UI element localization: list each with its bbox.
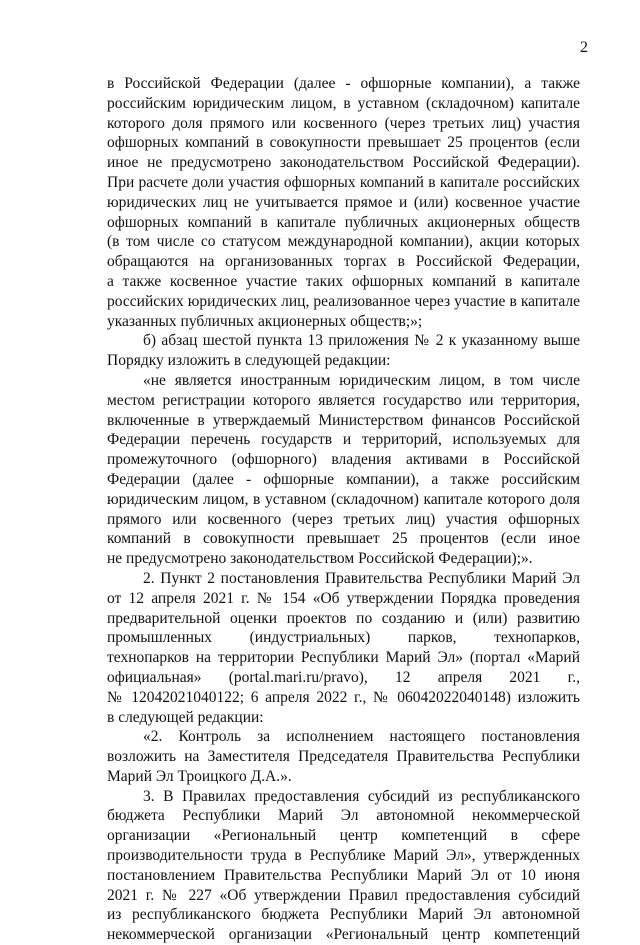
text-line: в Российской Федерации (далее - офшорные компании), а также (107, 75, 580, 92)
text-line: Марий Эл Троицкого Д.А.». (107, 767, 292, 785)
text-line: которого доля прямого или косвенного (через третьих лиц) участия (107, 114, 580, 132)
text-line: в следующей редакции: (107, 708, 264, 726)
text-line: 2. Пункт 2 постановления Правительства Республики Марий Эл (143, 569, 580, 587)
text-line: промышленных (индустриальных) парков, технопарков, (107, 629, 580, 647)
text-line: 2021 г. № 227 «Об утверждении Правил предоставления субсидий (107, 886, 580, 904)
text-line: от 12 апреля 2021 г. № 154 «Об утверждении Порядка проведения (107, 589, 580, 607)
page-number: 2 (580, 39, 588, 56)
text-line: промежуточного (офшорного) владения активами в Российской (107, 451, 580, 469)
text-line: некоммерческой организации «Региональный центр компетенций (107, 926, 580, 944)
text-line: юридическим лицом, в уставном (складочном) капитале которого доля (107, 490, 580, 508)
text-line: компаний в совокупности превышает 25 процентов (если иное (107, 530, 580, 548)
text-line: 3. В Правилах предоставления субсидий из республиканского (143, 787, 580, 805)
text-line: иное не предусмотрено законодательством Российской Федерации). (107, 154, 580, 172)
text-line: «не является иностранным юридическим лицом, в том числе (143, 371, 580, 389)
text-line: постановлением Правительства Республики Марий Эл от 10 июня (107, 866, 580, 884)
text-line: производительности труда в Республике Марий Эл», утвержденных (107, 847, 580, 865)
text-line: российских юридических лиц, реализованное через участие в капитале (107, 292, 580, 310)
text-line: При расчете доли участия офшорных компаний в капитале российских (107, 173, 580, 191)
text-line: предварительной оценки проектов по созданию и (или) развитию (107, 609, 580, 627)
text-line: (в том числе со статусом международной компании), акции которых (107, 233, 580, 251)
text-line: российским юридическим лицом, в уставном (складочном) капитале (107, 94, 580, 112)
text-line: не предусмотрено законодательством Российской Федерации);». (107, 550, 533, 568)
text-line: технопарков на территории Республики Марий Эл» (портал «Марий (107, 649, 580, 667)
text-line: юридических лиц не учитывается прямое и (или) косвенное участие (107, 193, 580, 211)
text-line: организации «Региональный центр компетенций в сфере (107, 827, 580, 845)
text-line: обращаются на организованных торгах в Российской Федерации, (107, 253, 580, 271)
text-line: б) абзац шестой пункта 13 приложения № 2 к указанному выше (143, 332, 580, 350)
text-line: бюджета Республики Марий Эл автономной некоммерческой (107, 807, 580, 825)
text-line: Федерации (далее - офшорные компании), а также российским (107, 470, 580, 488)
text-line: местом регистрации которого является государство или территория, (107, 391, 580, 409)
text-line: офшорных компаний в совокупности превышает 25 процентов (если (107, 134, 580, 152)
text-line: «2. Контроль за исполнением настоящего постановления (143, 728, 580, 746)
text-line: указанных публичных акционерных обществ;»; (107, 312, 423, 330)
text-line: Федерации перечень государств и территорий, используемых для (107, 431, 580, 449)
text-line: включенные в утверждаемый Министерством финансов Российской (107, 411, 580, 429)
text-line: прямого или косвенного (через третьих лиц) участия офшорных (107, 510, 580, 528)
text-line: № 12042021040122; 6 апреля 2022 г., № 06042022040148) изложить (107, 688, 580, 706)
document-body (107, 74, 580, 945)
text-line: официальная» (portal.mari.ru/pravo), 12 апреля 2021 г., (107, 668, 580, 686)
text-line: Порядку изложить в следующей редакции: (107, 352, 391, 370)
text-line: а также косвенное участие таких офшорных компаний в капитале (107, 272, 580, 290)
text-line: возложить на Заместителя Председателя Правительства Республики (107, 748, 580, 766)
text-line: офшорных компаний в капитале публичных акционерных обществ (107, 213, 580, 231)
text-line: из республиканского бюджета Республики Марий Эл автономной (107, 906, 580, 924)
